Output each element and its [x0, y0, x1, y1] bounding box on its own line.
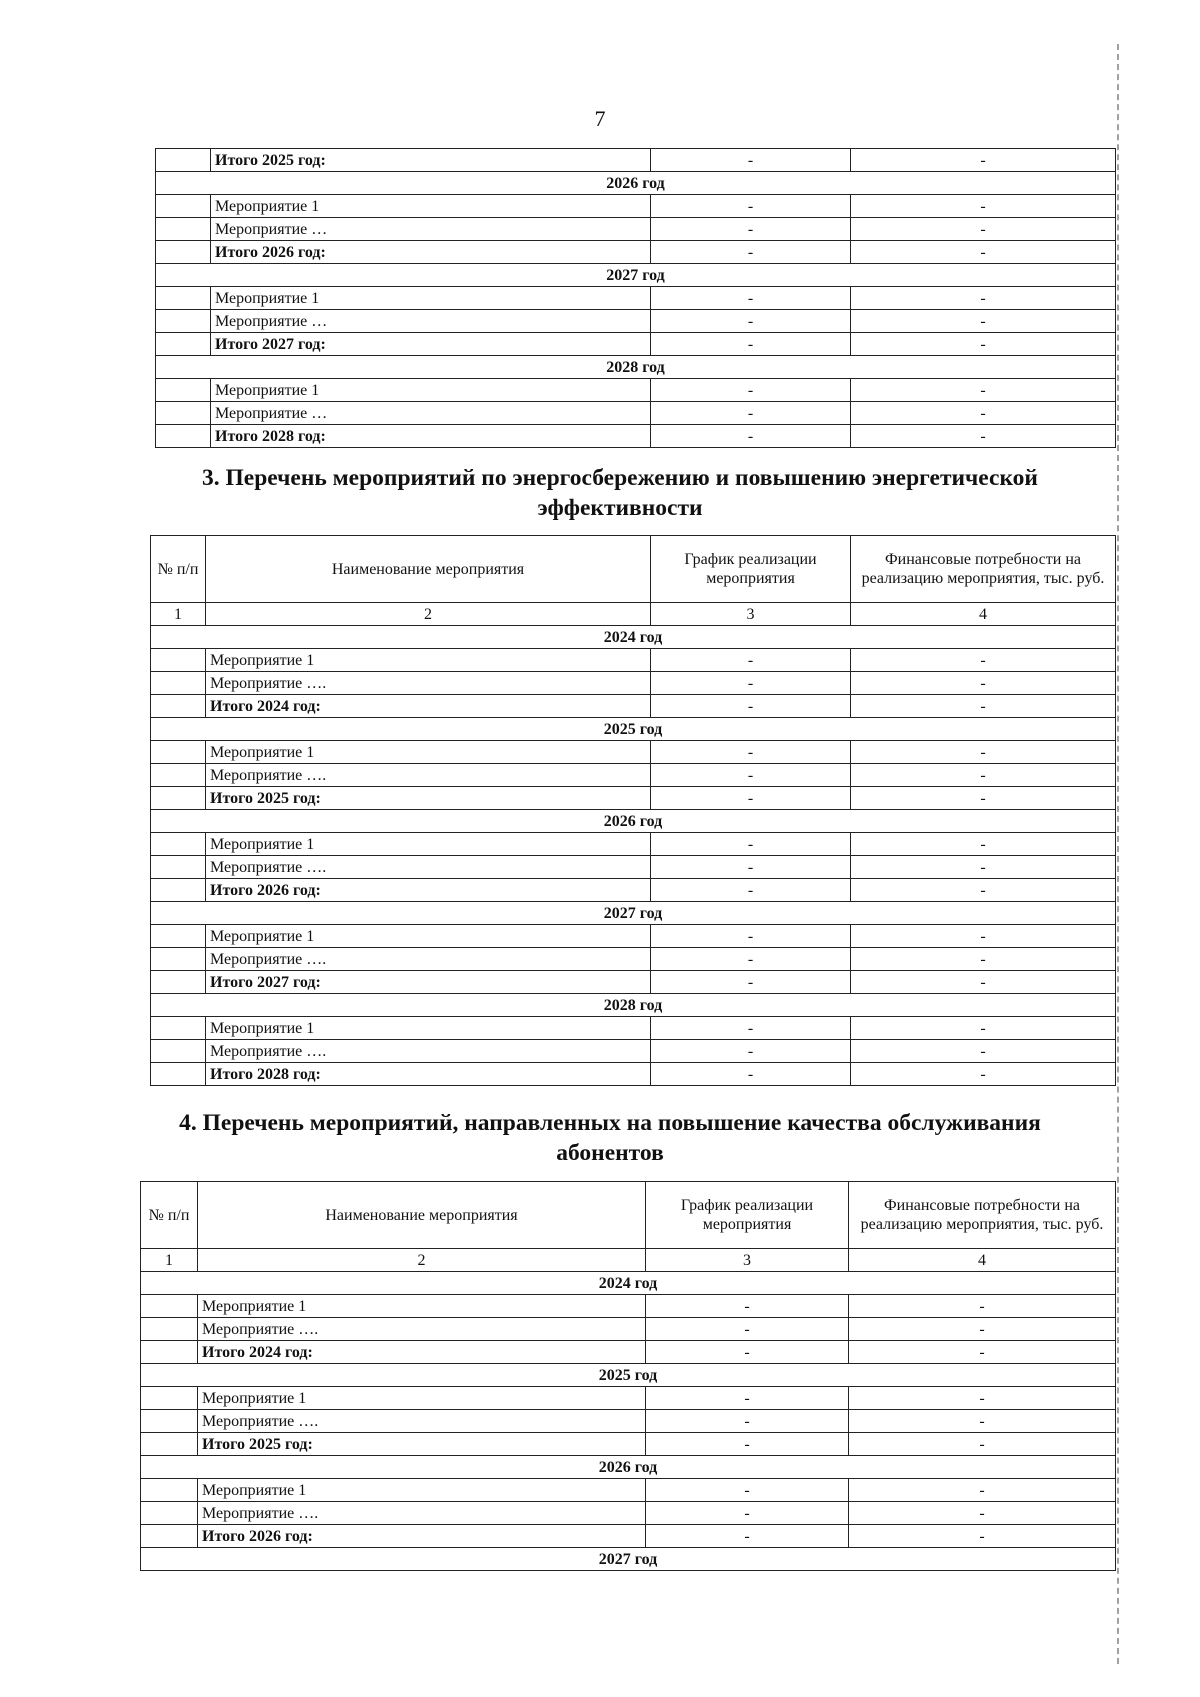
row-number-cell [156, 402, 211, 425]
row-number-cell [156, 149, 211, 172]
schedule-cell: - [651, 764, 851, 787]
schedule-cell: - [646, 1479, 849, 1502]
finance-cell: - [851, 379, 1116, 402]
schedule-cell: - [651, 971, 851, 994]
measure-name: Мероприятие 1 [198, 1387, 646, 1410]
finance-cell: - [851, 948, 1116, 971]
measure-name: Мероприятие 1 [206, 741, 651, 764]
year-heading-row [151, 902, 1116, 925]
finance-cell: - [851, 310, 1116, 333]
schedule-cell: - [651, 1017, 851, 1040]
year-total-row [151, 1063, 1116, 1086]
col-number: 3 [651, 603, 851, 626]
schedule-cell: - [646, 1525, 849, 1548]
measure-row [156, 310, 1116, 333]
schedule-cell: - [651, 879, 851, 902]
year-heading-row [156, 356, 1116, 379]
year-total-row [156, 333, 1116, 356]
year-total-label: Итого 2027 год: [211, 333, 651, 356]
finance-cell: - [849, 1525, 1116, 1548]
schedule-cell: - [646, 1318, 849, 1341]
measure-row [141, 1410, 1116, 1433]
finance-cell: - [849, 1479, 1116, 1502]
schedule-cell: - [651, 333, 851, 356]
finance-cell: - [851, 241, 1116, 264]
row-number-cell [151, 1063, 206, 1086]
col-number: 3 [646, 1249, 849, 1272]
finance-cell: - [851, 925, 1116, 948]
finance-cell: - [851, 764, 1116, 787]
finance-cell: - [851, 402, 1116, 425]
schedule-cell: - [646, 1295, 849, 1318]
year-total-row [151, 787, 1116, 810]
year-total-label: Итого 2026 год: [198, 1525, 646, 1548]
measure-name: Мероприятие 1 [206, 833, 651, 856]
measure-name: Мероприятие …. [206, 1040, 651, 1063]
measure-name: Мероприятие 1 [198, 1479, 646, 1502]
finance-cell: - [851, 195, 1116, 218]
column-number-row [141, 1249, 1116, 1272]
schedule-cell: - [651, 948, 851, 971]
schedule-cell: - [651, 1063, 851, 1086]
measure-name: Мероприятие 1 [211, 195, 651, 218]
year-total-row [156, 425, 1116, 448]
year-heading: 2027 год [151, 902, 1116, 925]
finance-cell: - [851, 856, 1116, 879]
table-header-row [151, 536, 1116, 603]
schedule-cell: - [651, 856, 851, 879]
finance-cell: - [851, 425, 1116, 448]
year-heading-row [151, 718, 1116, 741]
measure-row [141, 1295, 1116, 1318]
page-number: 7 [594, 106, 606, 131]
measure-row [141, 1387, 1116, 1410]
year-heading: 2026 год [141, 1456, 1116, 1479]
finance-cell: - [851, 649, 1116, 672]
measure-row [151, 764, 1116, 787]
finance-cell: - [851, 149, 1116, 172]
col-number: 1 [141, 1249, 198, 1272]
row-number-cell [141, 1387, 198, 1410]
finance-cell: - [851, 695, 1116, 718]
schedule-cell: - [651, 425, 851, 448]
finance-cell: - [851, 1063, 1116, 1086]
measure-row [141, 1318, 1116, 1341]
section-4-title: 4. Перечень мероприятий, направленных на повышение качества обслуживания абонентов [179, 1110, 1041, 1166]
row-number-cell [151, 741, 206, 764]
finance-cell: - [849, 1410, 1116, 1433]
schedule-cell: - [646, 1502, 849, 1525]
schedule-cell: - [651, 310, 851, 333]
year-total-row [141, 1341, 1116, 1364]
row-number-cell [151, 833, 206, 856]
finance-cell: - [849, 1387, 1116, 1410]
measure-row [156, 218, 1116, 241]
year-heading: 2025 год [151, 718, 1116, 741]
row-number-cell [151, 1040, 206, 1063]
year-heading-row [156, 264, 1116, 287]
finance-cell: - [851, 833, 1116, 856]
col-header-schedule: График реализации мероприятия [651, 536, 851, 603]
row-number-cell [151, 787, 206, 810]
row-number-cell [151, 764, 206, 787]
col-header-num: № п/п [141, 1182, 198, 1249]
row-number-cell [151, 879, 206, 902]
row-number-cell [141, 1295, 198, 1318]
section-3-title: 3. Перечень мероприятий по энергосбережению и повышению энергетической эффективности [202, 465, 1038, 521]
schedule-cell: - [646, 1410, 849, 1433]
row-number-cell [156, 333, 211, 356]
measure-row [141, 1502, 1116, 1525]
measure-row [151, 925, 1116, 948]
col-header-name: Наименование мероприятия [206, 536, 651, 603]
year-total-label: Итого 2028 год: [206, 1063, 651, 1086]
measure-row [151, 649, 1116, 672]
finance-cell: - [849, 1295, 1116, 1318]
year-total-row [141, 1433, 1116, 1456]
measure-name: Мероприятие 1 [206, 925, 651, 948]
year-heading-row [151, 994, 1116, 1017]
schedule-cell: - [651, 925, 851, 948]
row-number-cell [156, 379, 211, 402]
measure-row [156, 379, 1116, 402]
col-number: 2 [206, 603, 651, 626]
year-total-row [156, 149, 1116, 172]
schedule-cell: - [651, 379, 851, 402]
measure-row [151, 948, 1116, 971]
schedule-cell: - [651, 218, 851, 241]
finance-cell: - [851, 1017, 1116, 1040]
row-number-cell [156, 287, 211, 310]
year-heading: 2028 год [151, 994, 1116, 1017]
measure-name: Мероприятие 1 [206, 1017, 651, 1040]
measure-name: Мероприятие 1 [198, 1295, 646, 1318]
row-number-cell [141, 1341, 198, 1364]
year-heading: 2027 год [141, 1548, 1116, 1571]
finance-cell: - [851, 787, 1116, 810]
finance-cell: - [851, 879, 1116, 902]
measure-name: Мероприятие …. [206, 764, 651, 787]
year-total-label: Итого 2027 год: [206, 971, 651, 994]
schedule-cell: - [651, 402, 851, 425]
measure-row [151, 672, 1116, 695]
col-header-name: Наименование мероприятия [198, 1182, 646, 1249]
measure-name: Мероприятие … [211, 402, 651, 425]
finance-cell: - [851, 218, 1116, 241]
year-heading: 2025 год [141, 1364, 1116, 1387]
col-number: 1 [151, 603, 206, 626]
row-number-cell [151, 649, 206, 672]
row-number-cell [151, 1017, 206, 1040]
row-number-cell [141, 1318, 198, 1341]
measure-name: Мероприятие 1 [211, 379, 651, 402]
measure-row [156, 195, 1116, 218]
schedule-cell: - [646, 1387, 849, 1410]
finance-cell: - [851, 287, 1116, 310]
row-number-cell [151, 948, 206, 971]
schedule-cell: - [651, 695, 851, 718]
year-total-row [151, 879, 1116, 902]
measure-name: Мероприятие …. [206, 948, 651, 971]
measure-row [151, 856, 1116, 879]
section-4-table [140, 1181, 1116, 1571]
row-number-cell [156, 218, 211, 241]
schedule-cell: - [651, 241, 851, 264]
measure-row [156, 287, 1116, 310]
year-total-label: Итого 2025 год: [198, 1433, 646, 1456]
year-total-label: Итого 2024 год: [198, 1341, 646, 1364]
year-total-label: Итого 2025 год: [211, 149, 651, 172]
finance-cell: - [851, 672, 1116, 695]
section-3-table [150, 535, 1116, 1086]
row-number-cell [156, 195, 211, 218]
finance-cell: - [849, 1502, 1116, 1525]
schedule-cell: - [651, 787, 851, 810]
row-number-cell [141, 1525, 198, 1548]
col-header-num: № п/п [151, 536, 206, 603]
year-heading: 2027 год [156, 264, 1116, 287]
year-total-label: Итого 2026 год: [206, 879, 651, 902]
year-heading-row [151, 626, 1116, 649]
finance-cell: - [851, 1040, 1116, 1063]
year-heading: 2028 год [156, 356, 1116, 379]
column-number-row [151, 603, 1116, 626]
row-number-cell [141, 1502, 198, 1525]
schedule-cell: - [651, 287, 851, 310]
measure-name: Мероприятие …. [198, 1410, 646, 1433]
row-number-cell [151, 971, 206, 994]
year-total-row [151, 695, 1116, 718]
schedule-cell: - [651, 741, 851, 764]
measure-row [151, 741, 1116, 764]
year-heading: 2026 год [156, 172, 1116, 195]
measure-name: Мероприятие 1 [206, 649, 651, 672]
year-heading: 2024 год [151, 626, 1116, 649]
finance-cell: - [851, 971, 1116, 994]
table-header-row [141, 1182, 1116, 1249]
measure-name: Мероприятие …. [206, 672, 651, 695]
row-number-cell [141, 1479, 198, 1502]
measure-name: Мероприятие … [211, 218, 651, 241]
measure-row [156, 402, 1116, 425]
year-heading: 2024 год [141, 1272, 1116, 1295]
year-heading-row [156, 172, 1116, 195]
measure-name: Мероприятие … [211, 310, 651, 333]
schedule-cell: - [651, 649, 851, 672]
schedule-cell: - [651, 149, 851, 172]
year-heading-row [141, 1272, 1116, 1295]
measures-table-continued [155, 148, 1116, 448]
year-total-row [156, 241, 1116, 264]
measure-row [151, 1040, 1116, 1063]
col-header-finance: Финансовые потребности на реализацию мероприятия, тыс. руб. [849, 1182, 1116, 1249]
measure-row [151, 1017, 1116, 1040]
measure-name: Мероприятие 1 [211, 287, 651, 310]
row-number-cell [156, 241, 211, 264]
col-header-finance: Финансовые потребности на реализацию мероприятия, тыс. руб. [851, 536, 1116, 603]
row-number-cell [156, 310, 211, 333]
finance-cell: - [849, 1433, 1116, 1456]
schedule-cell: - [646, 1341, 849, 1364]
row-number-cell [151, 925, 206, 948]
row-number-cell [151, 856, 206, 879]
schedule-cell: - [651, 672, 851, 695]
row-number-cell [151, 695, 206, 718]
year-total-label: Итого 2026 год: [211, 241, 651, 264]
row-number-cell [141, 1433, 198, 1456]
measure-name: Мероприятие …. [206, 856, 651, 879]
schedule-cell: - [651, 1040, 851, 1063]
finance-cell: - [851, 333, 1116, 356]
schedule-cell: - [646, 1433, 849, 1456]
year-total-row [141, 1525, 1116, 1548]
finance-cell: - [851, 741, 1116, 764]
schedule-cell: - [651, 195, 851, 218]
finance-cell: - [849, 1318, 1116, 1341]
measure-row [151, 833, 1116, 856]
col-number: 4 [849, 1249, 1116, 1272]
year-total-label: Итого 2025 год: [206, 787, 651, 810]
schedule-cell: - [651, 833, 851, 856]
year-total-label: Итого 2024 год: [206, 695, 651, 718]
measure-name: Мероприятие …. [198, 1318, 646, 1341]
row-number-cell [156, 425, 211, 448]
year-heading-row [151, 810, 1116, 833]
measure-name: Мероприятие …. [198, 1502, 646, 1525]
year-heading-row [141, 1548, 1116, 1571]
col-header-schedule: График реализации мероприятия [646, 1182, 849, 1249]
scan-edge-line [1117, 44, 1119, 1664]
measure-row [141, 1479, 1116, 1502]
year-total-label: Итого 2028 год: [211, 425, 651, 448]
year-heading-row [141, 1364, 1116, 1387]
finance-cell: - [849, 1341, 1116, 1364]
col-number: 2 [198, 1249, 646, 1272]
year-heading-row [141, 1456, 1116, 1479]
row-number-cell [151, 672, 206, 695]
year-total-row [151, 971, 1116, 994]
year-heading: 2026 год [151, 810, 1116, 833]
row-number-cell [141, 1410, 198, 1433]
col-number: 4 [851, 603, 1116, 626]
